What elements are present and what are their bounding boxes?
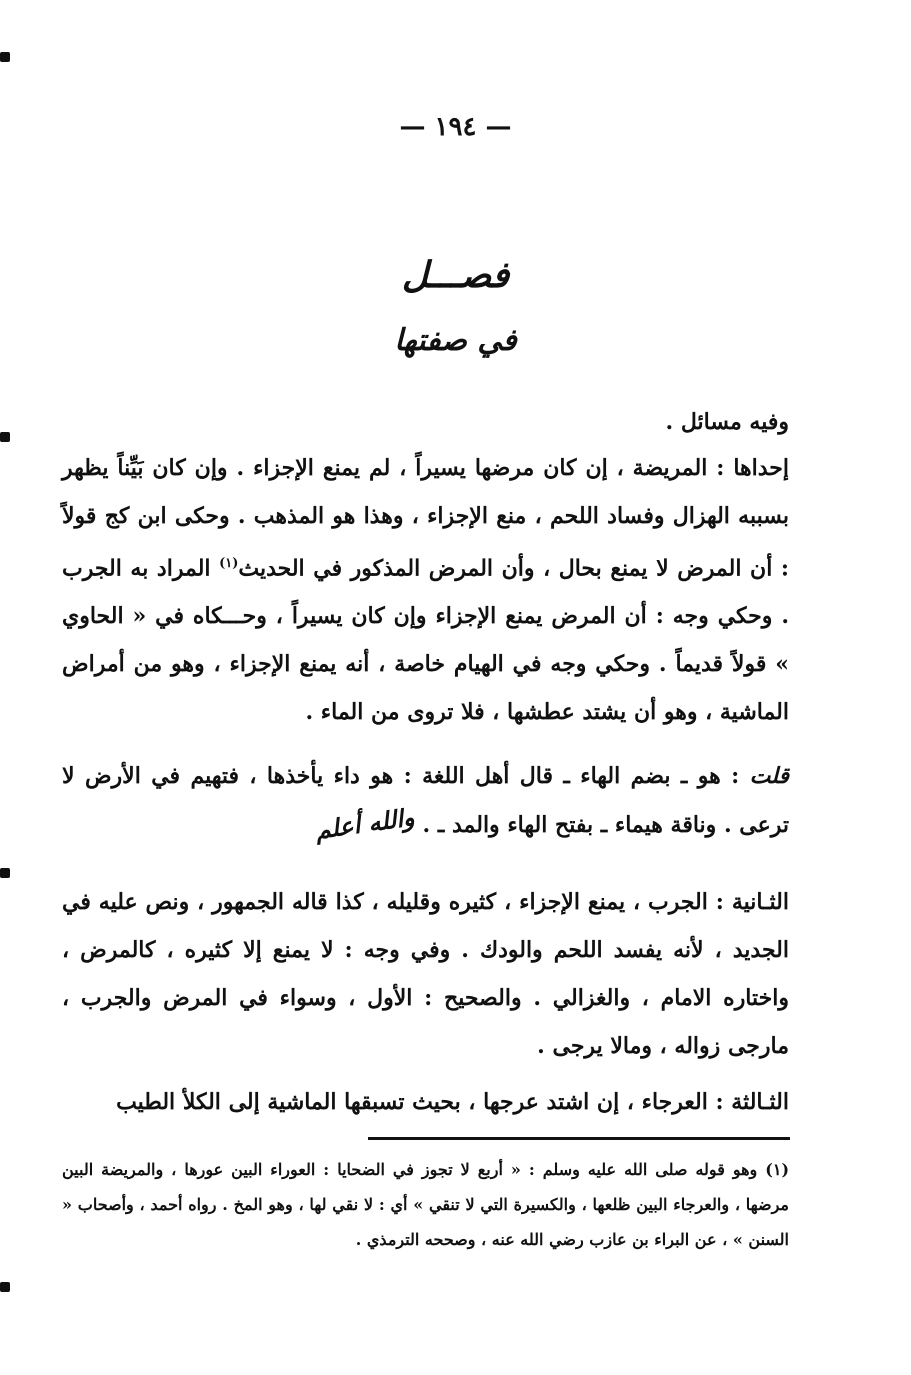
intro-text: وفيه مسائل . xyxy=(665,409,789,435)
margin-mark xyxy=(0,868,10,878)
footnote-reference: (١) xyxy=(219,556,239,571)
second-issue-text: الثـانية : الجرب ، يمنع الإجزاء ، كثيره وقليله ، كذا قاله الجمهور ، ونص عليه في الجديد ، لأنه يفسد اللحم والودك . وفي وجه : لا يمنع إلا كثيره ، كالمرض ، واختاره الامام ، والغزالي . والصحيح : الأول ، وسواء في المرض والجرب ، مارجى زواله ، ومالا يرجى . xyxy=(62,889,789,1059)
first-issue-paragraph xyxy=(62,444,789,736)
margin-mark xyxy=(0,1282,10,1292)
editor-note-paragraph xyxy=(62,752,789,849)
intro-paragraph xyxy=(62,398,789,446)
editor-note-text: : هو ـ بضم الهاء ـ قال أهل اللغة : هو داء يأخذها ، فتهيم في الأرض لا ترعى . وناقة هيماء ـ بفتح الهاء والمد ـ . xyxy=(62,763,789,838)
footnote-divider xyxy=(368,1137,790,1140)
first-issue-continuation: المراد به الجرب . وحكي وجه : أن المرض يمنع الإجزاء وإن كان يسيراً ، وحـــكاه في « الحاوي » قولاً قديماً . وحكي وجه في الهيام خاصة ، أنه يمنع الإجزاء ، وهو من أمراض الماشية ، وهو أن يشتد عطشها ، فلا تروى من الماء . xyxy=(62,555,789,726)
closing-formula: والله أعلم xyxy=(313,802,417,845)
third-issue-text: الثـالثة : العرجاء ، إن اشتد عرجها ، بحيث تسبقها الماشية إلى الكلأ الطيب xyxy=(116,1089,789,1115)
first-issue-text: إحداها : المريضة ، إن كان مرضها يسيراً ، لم يمنع الإجزاء . وإن كان بَيِّناً يظهر بسببه الهزال وفساد اللحم ، منع الإجزاء ، وهذا هو المذهب . وحكى ابن كج قولاً : أن المرض لا يمنع بحال ، وأن المرض المذكور في الحديث xyxy=(62,455,789,582)
editor-note-lead: قلت xyxy=(749,763,789,789)
third-issue-paragraph xyxy=(62,1078,789,1126)
section-subheading: في صفتها xyxy=(394,323,517,358)
footnote xyxy=(62,1152,789,1257)
second-issue-paragraph xyxy=(62,878,789,1070)
section-title-block xyxy=(0,250,911,364)
margin-mark xyxy=(0,432,10,442)
section-heading: فصـــل xyxy=(401,254,510,296)
margin-mark xyxy=(0,52,10,62)
footnote-text: (١) وهو قوله صلى الله عليه وسلم : « أربع لا تجوز في الضحايا : العوراء البين عورها ، والمريضة البين مرضها ، والعرجاء البين ظلعها ، والكسيرة التي لا تنقي » أي : لا نقي لها ، وهو المخ . رواه أحمد ، وأصحاب « السنن » ، عن البراء بن عازب رضي الله عنه ، وصححه الترمذي . xyxy=(62,1160,790,1249)
page-number: — ١٩٤ — xyxy=(399,112,512,142)
